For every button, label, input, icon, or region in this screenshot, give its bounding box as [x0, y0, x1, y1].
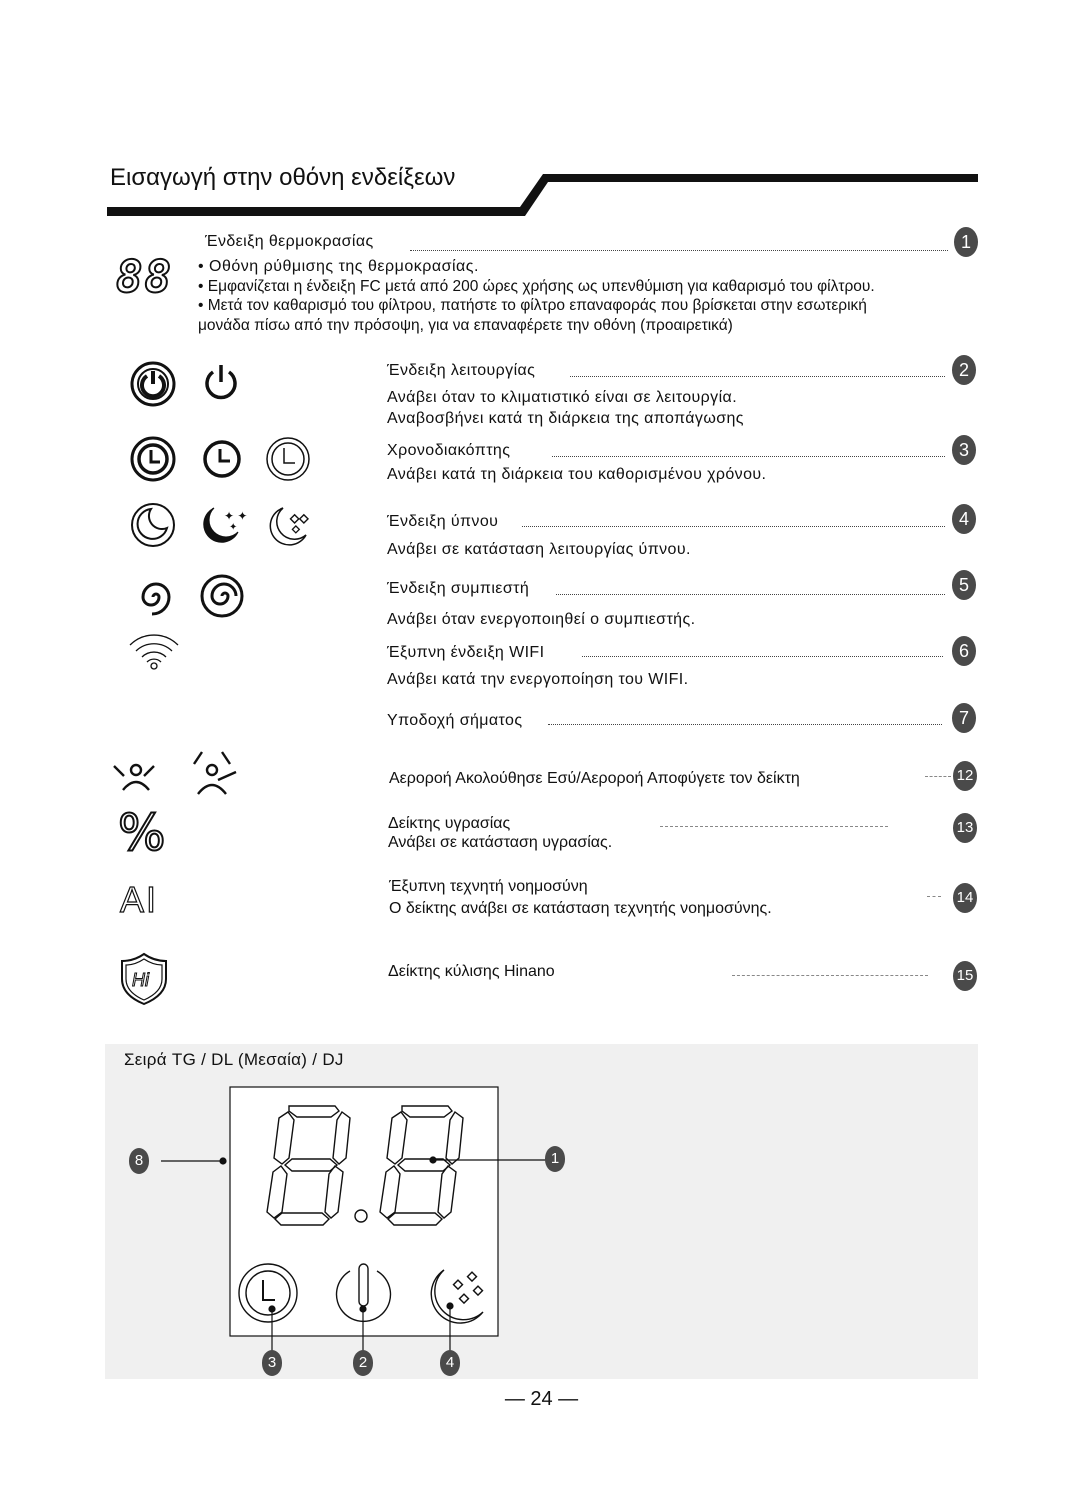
leader-line	[570, 376, 945, 377]
ai-icon: AI	[120, 879, 159, 920]
display-panel-diagram	[105, 1044, 978, 1379]
callout-badge: 1	[954, 227, 978, 257]
leader-line	[925, 776, 951, 777]
leader-line	[410, 250, 948, 251]
spiral-icon	[143, 576, 242, 616]
series-label: Σειρά TG / DL (Μεσαία) / DJ	[124, 1050, 344, 1069]
leader-line	[732, 975, 928, 976]
indicator-heading: Υποδοχή σήματος	[387, 712, 523, 729]
indicator-heading: Δείκτης κύλισης Hinano	[388, 963, 555, 980]
callout-badge: 7	[952, 703, 976, 733]
temp-bullet: • Οθόνη ρύθμισης της θερμοκρασίας.	[198, 258, 479, 275]
hi-shield-text: Hi	[132, 970, 149, 990]
leader-line	[552, 456, 945, 457]
indicator-desc: Ανάβει κατά τη διάρκεια του καθορισμένου χρόνου.	[387, 466, 767, 483]
indicator-desc: Αναβοσβήνει κατά τη διάρκεια της αποπάγωσης	[387, 410, 744, 427]
page-number: — 24 —	[504, 1388, 579, 1410]
callout-badge: 1	[545, 1146, 565, 1172]
clock-icon	[132, 438, 309, 480]
temp-bullet: • Μετά τον καθαρισμό του φίλτρου, πατήστε το φίλτρο επαναφοράς που βρίσκεται στην εσωτερική	[198, 297, 867, 314]
temp-bullet: • Εμφανίζεται η ένδειξη FC μετά από 200 ώρες χρήσης ως υπενθύμιση για καθαρισμό του φίλτρου.	[198, 278, 875, 295]
callout-badge: 5	[952, 570, 976, 600]
callout-badge: 6	[952, 636, 976, 666]
svg-text:◇: ◇	[292, 524, 300, 535]
callout-badge: 14	[953, 883, 977, 913]
indicator-icons	[128, 360, 328, 680]
seven-seg-display-icon: 88	[116, 252, 173, 303]
indicator-desc: Ο δείκτης ανάβει σε κατάσταση τεχνητής νοημοσύνης.	[389, 900, 772, 917]
svg-text:◇◇: ◇◇	[290, 511, 309, 525]
indicator-desc: Ανάβει σε κατάσταση υγρασίας.	[388, 834, 613, 851]
callout-badge: 12	[953, 761, 977, 791]
indicator-heading: Έξυπνη ένδειξη WIFI	[387, 644, 545, 661]
leader-line	[556, 594, 945, 595]
callout-badge: 13	[953, 813, 977, 843]
svg-text:◇: ◇	[459, 1290, 469, 1305]
callout-badge: 2	[952, 355, 976, 385]
airflow-person-icon	[110, 748, 250, 798]
temp-heading: Ένδειξη θερμοκρασίας	[205, 233, 374, 250]
leader-line	[548, 724, 942, 725]
indicator-heading: Ένδειξη ύπνου	[387, 513, 499, 530]
indicator-heading: Έξυπνη τεχνητή νοημοσύνη	[389, 878, 588, 895]
indicator-heading: Δείκτης υγρασίας	[388, 815, 511, 832]
page-title: Εισαγωγή στην οθόνη ενδείξεων	[110, 164, 456, 191]
percent-icon: %	[118, 804, 166, 862]
indicator-heading: Ένδειξη λειτουργίας	[387, 362, 536, 379]
moon-icon	[132, 504, 309, 546]
leader-line	[927, 896, 941, 897]
indicator-desc: Ανάβει κατά την ενεργοποίηση του WIFI.	[387, 671, 689, 688]
svg-text:✦ ✦: ✦ ✦	[224, 509, 248, 523]
indicator-heading: Χρονοδιακόπτης	[387, 442, 511, 459]
leader-line	[522, 526, 945, 527]
callout-badge: 4	[952, 504, 976, 534]
leader-line	[660, 826, 888, 827]
callout-badge: 8	[129, 1148, 149, 1174]
hi-shield-icon	[118, 951, 170, 1007]
temp-bullet: μονάδα πίσω από την πρόσοψη, για να επαναφέρετε την οθόνη (προαιρετικά)	[198, 317, 733, 334]
callout-badge: 3	[262, 1350, 282, 1376]
svg-text:✦: ✦	[229, 522, 238, 533]
indicator-heading: Αεροροή Ακολούθησε Εσύ/Αεροροή Αποφύγετε τον δείκτη	[389, 770, 800, 787]
indicator-desc: Ανάβει όταν το κλιματιστικό είναι σε λειτουργία.	[387, 389, 738, 406]
indicator-desc: Ανάβει όταν ενεργοποιηθεί ο συμπιεστής.	[387, 611, 696, 628]
callout-badge: 15	[953, 961, 977, 991]
callout-badge: 2	[353, 1350, 373, 1376]
svg-text:◇: ◇	[453, 1276, 463, 1291]
leader-line	[582, 656, 943, 657]
indicator-desc: Ανάβει σε κατάσταση λειτουργίας ύπνου.	[387, 541, 691, 558]
svg-text:◇: ◇	[473, 1282, 483, 1297]
indicator-heading: Ένδειξη συμπιεστή	[387, 580, 530, 597]
header-bar	[0, 0, 1083, 230]
svg-text:◇: ◇	[467, 1268, 477, 1283]
callout-badge: 3	[952, 435, 976, 465]
wifi-icon	[130, 635, 178, 669]
power-icon	[132, 363, 235, 405]
callout-badge: 4	[440, 1350, 460, 1376]
